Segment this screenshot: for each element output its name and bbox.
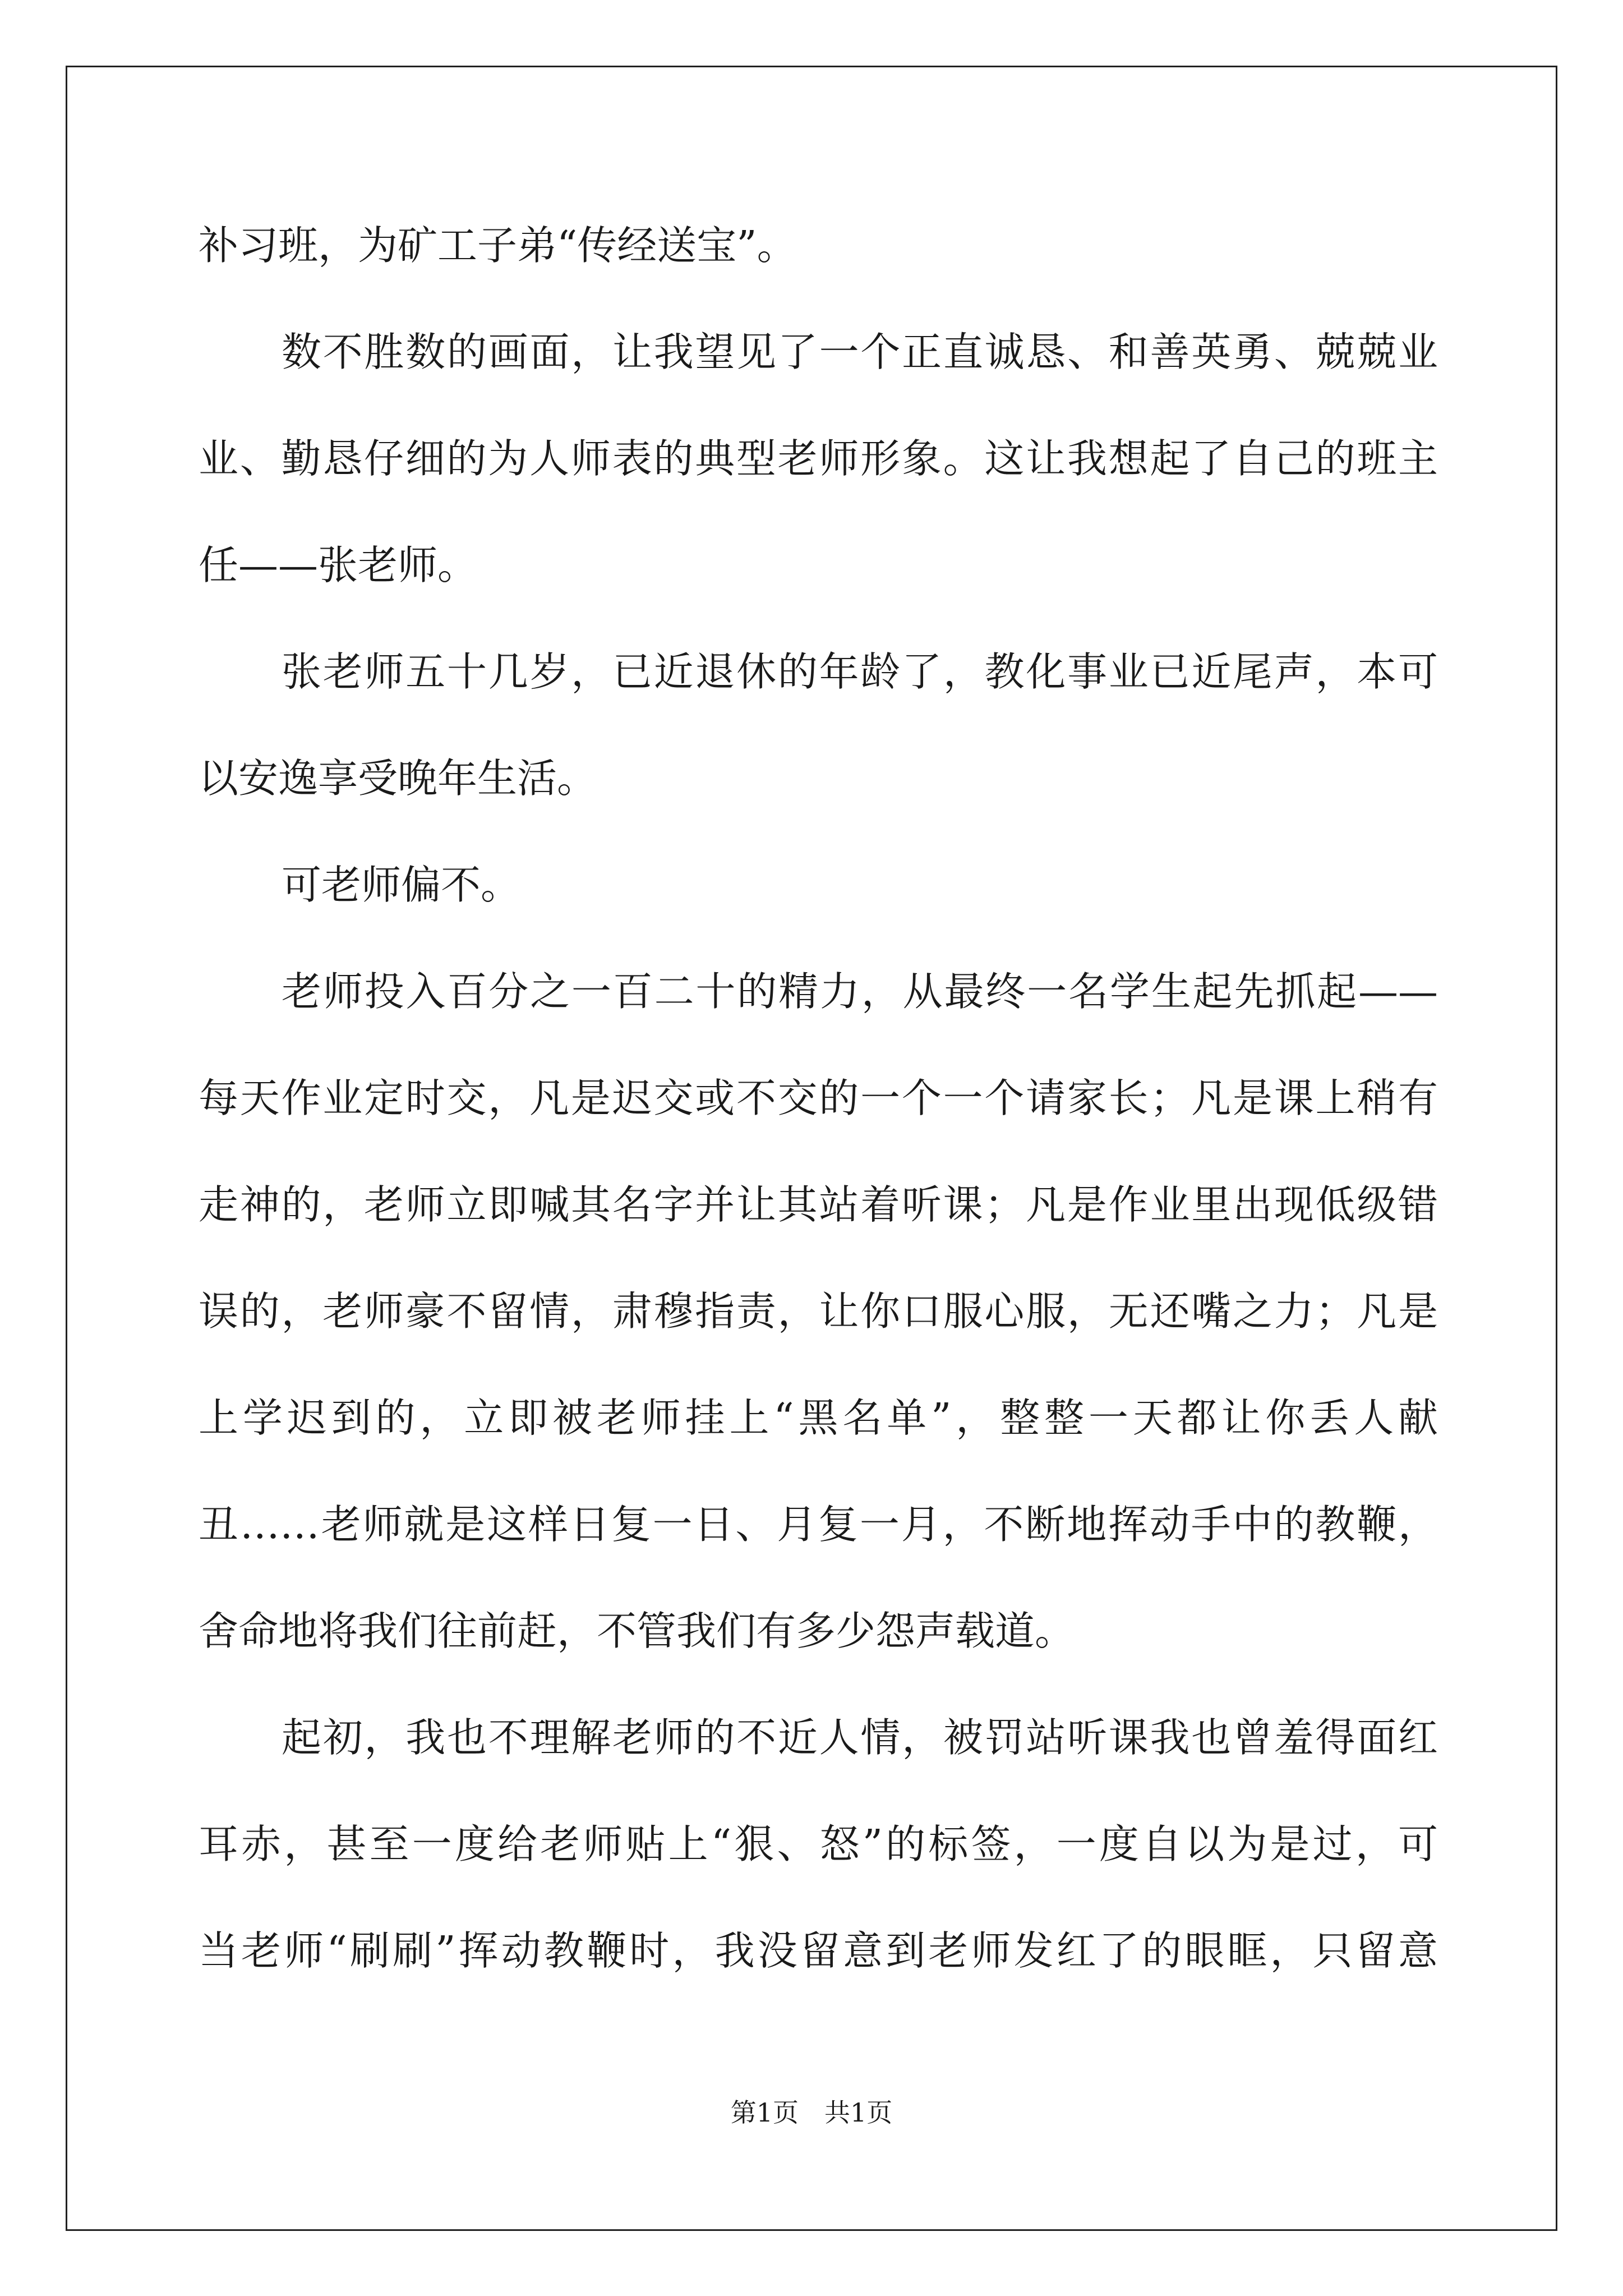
text-line: 舍命地将我们往前赶，不管我们有多少怨声载道。: [199, 1608, 1075, 1654]
text-line: 数不胜数的画面，让我望见了一个正直诚恳、和善英勇、兢兢业: [282, 329, 1438, 375]
text-line: 走神的，老师立即喊其名字并让其站着听课；凡是作业里出现低级错: [199, 1181, 1438, 1228]
text-line: 张老师五十几岁，已近退休的年龄了，教化事业已近尾声，本可: [282, 648, 1438, 695]
text-line: 起初，我也不理解老师的不近人情，被罚站听课我也曾羞得面红: [282, 1714, 1438, 1761]
page-footer: 第1页 共1页: [730, 2097, 893, 2128]
text-line: 丑……老师就是这样日复一日、月复一月，不断地挥动手中的教鞭，: [199, 1501, 1438, 1548]
text-line: 补习班，为矿工子弟“传经送宝”。: [199, 222, 797, 269]
text-line: 可老师偏不。: [282, 862, 521, 908]
text-line: 每天作业定时交，凡是迟交或不交的一个一个请家长；凡是课上稍有: [199, 1075, 1438, 1121]
text-line: 当老师“刷刷”挥动教鞭时，我没留意到老师发红了的眼眶，只留意: [199, 1927, 1438, 1974]
page-border: [66, 66, 1557, 2231]
text-line: 耳赤，甚至一度给老师贴上“狠、怒”的标签，一度自以为是过，可: [199, 1821, 1438, 1867]
text-line: 老师投入百分之一百二十的精力，从最终一名学生起先抓起——: [282, 968, 1438, 1015]
text-line: 任——张老师。: [199, 542, 478, 588]
text-line: 业、勤恳仔细的为人师表的典型老师形象。这让我想起了自己的班主: [199, 435, 1438, 482]
text-line: 以安逸享受晚年生活。: [199, 755, 597, 802]
text-line: 上学迟到的，立即被老师挂上“黑名单”，整整一天都让你丢人献: [199, 1395, 1438, 1441]
text-line: 误的，老师豪不留情，肃穆指责，让你口服心服，无还嘴之力；凡是: [199, 1288, 1438, 1335]
